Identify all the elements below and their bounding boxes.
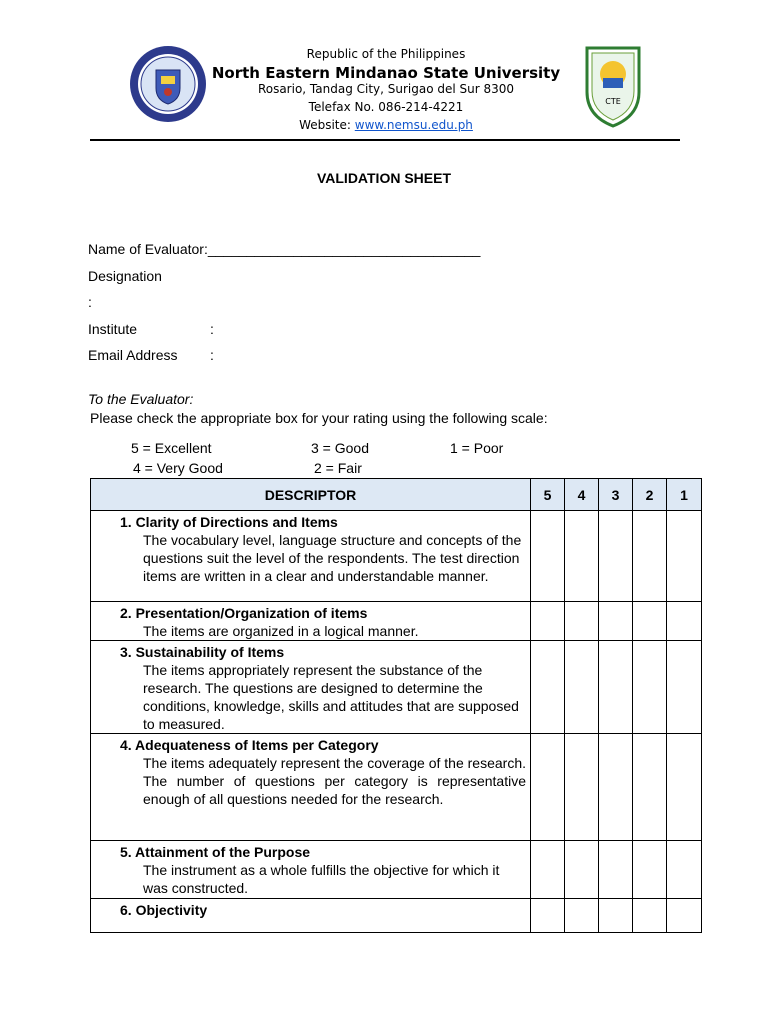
rating-4-header: 4	[565, 479, 599, 511]
telefax-line: Telefax No. 086-214-4221	[308, 100, 464, 114]
rating-box-4[interactable]	[565, 511, 599, 602]
rating-box-2[interactable]	[633, 641, 667, 734]
descriptor-body: The items adequately represent the coverage of the research. The number of questions per category is representative enough of all questions needed for the research.	[143, 755, 526, 807]
rating-box-3[interactable]	[599, 899, 633, 933]
institute-colon: :	[210, 321, 214, 337]
table-row	[91, 511, 702, 602]
rating-box-4[interactable]	[565, 841, 599, 899]
rating-box-5[interactable]	[531, 641, 565, 734]
email-colon: :	[210, 347, 214, 363]
descriptor-cell	[91, 899, 531, 933]
rating-box-1[interactable]	[667, 641, 702, 734]
website-label: Website:	[299, 118, 355, 132]
rating-box-2[interactable]	[633, 734, 667, 841]
university-seal-logo	[128, 44, 208, 124]
rating-box-2[interactable]	[633, 511, 667, 602]
email-label: Email Address	[88, 347, 178, 363]
table-header-row	[91, 479, 702, 511]
table-row	[91, 734, 702, 841]
evaluator-name-field: Name of Evaluator:___________________________________	[88, 241, 481, 257]
rating-box-5[interactable]	[531, 734, 565, 841]
descriptor-title: 5. Attainment of the Purpose	[120, 844, 311, 860]
republic-line: Republic of the Philippines	[306, 47, 466, 61]
descriptor-title: 3. Sustainability of Items	[120, 644, 285, 660]
descriptor-header: DESCRIPTOR	[91, 479, 531, 511]
descriptor-body: The vocabulary level, language structure and concepts of the questions suit the level of the respondents. The test direction items are written in a clear and understandable manner.	[143, 532, 522, 584]
rating-box-1[interactable]	[667, 511, 702, 602]
table-row	[91, 641, 702, 734]
rating-3-header: 3	[599, 479, 633, 511]
header-divider	[90, 139, 680, 141]
rating-box-5[interactable]	[531, 899, 565, 933]
designation-label: Designation	[88, 268, 162, 284]
rating-box-4[interactable]	[565, 641, 599, 734]
rating-box-1[interactable]	[667, 899, 702, 933]
page-title: VALIDATION SHEET	[316, 170, 452, 186]
descriptor-body: The instrument as a whole fulfills the objective for which it was constructed.	[143, 862, 500, 896]
rating-box-4[interactable]	[565, 899, 599, 933]
institute-label: Institute	[88, 321, 138, 337]
descriptor-cell	[91, 641, 531, 734]
descriptor-cell	[91, 841, 531, 899]
rating-box-3[interactable]	[599, 734, 633, 841]
cte-logo-text: CTE	[605, 97, 621, 106]
table-row	[91, 602, 702, 641]
scale-3: 3 = Good	[311, 440, 369, 456]
rating-box-1[interactable]	[667, 602, 702, 641]
website-link[interactable]: www.nemsu.edu.ph	[354, 118, 473, 132]
rating-box-3[interactable]	[599, 511, 633, 602]
rating-2-header: 2	[633, 479, 667, 511]
scale-2: 2 = Fair	[314, 460, 362, 476]
rating-box-1[interactable]	[667, 841, 702, 899]
rating-5-header: 5	[531, 479, 565, 511]
descriptor-title: 1. Clarity of Directions and Items	[120, 514, 338, 530]
table-row	[91, 899, 702, 933]
descriptor-body: The items are organized in a logical manner.	[143, 623, 419, 639]
rating-table	[90, 478, 702, 933]
rating-1-header: 1	[667, 479, 702, 511]
rating-box-5[interactable]	[531, 841, 565, 899]
rating-box-4[interactable]	[565, 602, 599, 641]
descriptor-cell	[91, 734, 531, 841]
rating-box-4[interactable]	[565, 734, 599, 841]
rating-box-2[interactable]	[633, 899, 667, 933]
rating-box-5[interactable]	[531, 602, 565, 641]
scale-1: 1 = Poor	[450, 440, 504, 456]
scale-4: 4 = Very Good	[133, 460, 223, 476]
descriptor-cell	[91, 602, 531, 641]
instructions-text: Please check the appropriate box for your rating using the following scale:	[90, 410, 548, 426]
rating-box-3[interactable]	[599, 602, 633, 641]
address-line: Rosario, Tandag City, Surigao del Sur 8300	[257, 82, 515, 96]
descriptor-title: 6. Objectivity	[120, 902, 208, 918]
rating-box-3[interactable]	[599, 641, 633, 734]
website-line	[200, 117, 572, 134]
rating-box-2[interactable]	[633, 841, 667, 899]
rating-box-5[interactable]	[531, 511, 565, 602]
college-shield-logo	[583, 44, 643, 128]
descriptor-cell	[91, 511, 531, 602]
descriptor-body: The items appropriately represent the substance of the research. The questions are designed to determine the conditions, knowledge, skills and attitudes that are supposed to measured.	[143, 662, 519, 732]
rating-box-3[interactable]	[599, 841, 633, 899]
rating-box-2[interactable]	[633, 602, 667, 641]
descriptor-title: 2. Presentation/Organization of items	[120, 605, 368, 621]
to-evaluator-heading: To the Evaluator:	[88, 391, 194, 407]
scale-5: 5 = Excellent	[131, 440, 212, 456]
rating-box-1[interactable]	[667, 734, 702, 841]
table-row	[91, 841, 702, 899]
university-name: North Eastern Mindanao State University	[211, 64, 561, 82]
descriptor-title: 4. Adequateness of Items per Category	[120, 737, 379, 753]
designation-colon: :	[88, 294, 92, 310]
